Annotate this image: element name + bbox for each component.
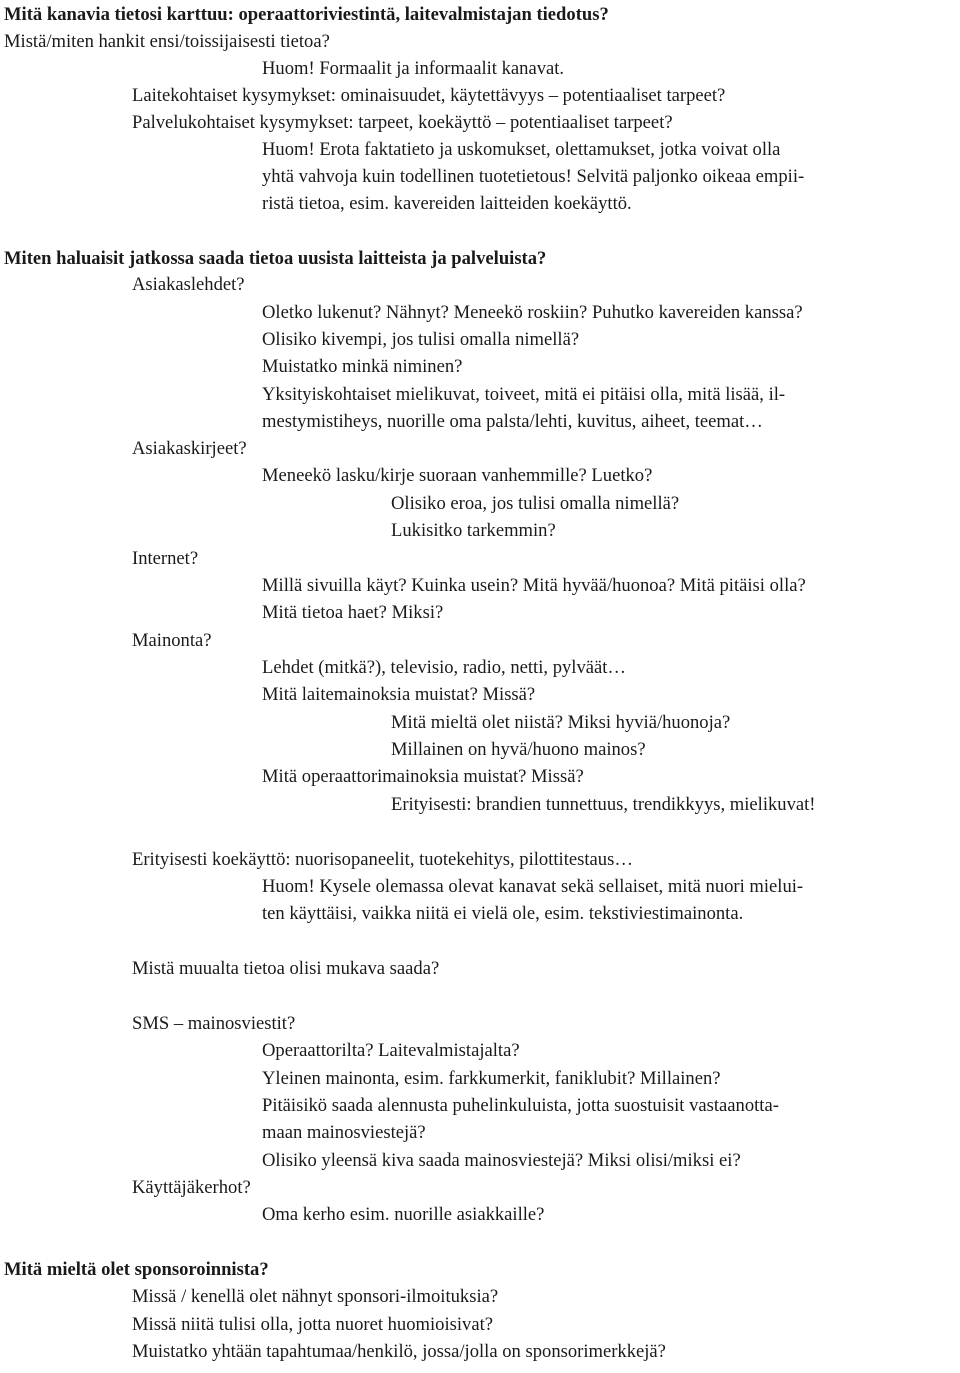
text-line: Pitäisikö saada alennusta puhelinkuluista, jotta suostuisit vastaanotta- bbox=[262, 1095, 779, 1116]
heading-future-info: Miten haluaisit jatkossa saada tietoa uusista laitteista ja palveluista? bbox=[4, 248, 547, 269]
text-line: Laitekohtaiset kysymykset: ominaisuudet, käytettävyys – potentiaaliset tarpeet? bbox=[132, 85, 726, 106]
subheading-internet: Internet? bbox=[132, 548, 199, 569]
text-line: Millä sivuilla käyt? Kuinka usein? Mitä hyvää/huonoa? Mitä pitäisi olla? bbox=[262, 575, 806, 596]
text-line: Erityisesti: brandien tunnettuus, trendikkyys, mielikuvat! bbox=[391, 794, 816, 815]
text-line: Huom! Erota faktatieto ja uskomukset, olettamukset, jotka voivat olla bbox=[262, 139, 781, 160]
subheading-advertising: Mainonta? bbox=[132, 630, 212, 651]
text-line: Olisiko kivempi, jos tulisi omalla nimellä? bbox=[262, 329, 580, 350]
subheading-customer-letters: Asiakaskirjeet? bbox=[132, 438, 247, 459]
text-line: Huom! Formaalit ja informaalit kanavat. bbox=[262, 58, 565, 79]
text-line: Huom! Kysele olemassa olevat kanavat sekä sellaiset, mitä nuori mielui- bbox=[262, 876, 804, 897]
text-line: Lehdet (mitkä?), televisio, radio, netti, pylväät… bbox=[262, 657, 627, 678]
text-line: Olisiko yleensä kiva saada mainosviestejä? Miksi olisi/miksi ei? bbox=[262, 1150, 741, 1171]
text-line: Mitä tietoa haet? Miksi? bbox=[262, 602, 444, 623]
text-line: Millainen on hyvä/huono mainos? bbox=[391, 739, 646, 760]
text-line: Operaattorilta? Laitevalmistajalta? bbox=[262, 1040, 520, 1061]
text-line: Palvelukohtaiset kysymykset: tarpeet, koekäyttö – potentiaaliset tarpeet? bbox=[132, 112, 673, 133]
text-line: Missä / kenellä olet nähnyt sponsori-ilmoituksia? bbox=[132, 1286, 499, 1307]
heading-channels: Mitä kanavia tietosi karttuu: operaattoriviestintä, laitevalmistajan tiedotus? bbox=[4, 4, 609, 25]
text-line: Erityisesti koekäyttö: nuorisopaneelit, tuotekehitys, pilottitestaus… bbox=[132, 849, 633, 870]
text-line: ristä tietoa, esim. kavereiden laitteiden koekäyttö. bbox=[262, 193, 632, 214]
text-line: Mitä mieltä olet niistä? Miksi hyviä/huonoja? bbox=[391, 712, 731, 733]
text-line: Muistatko yhtään tapahtumaa/henkilö, jossa/jolla on sponsorimerkkejä? bbox=[132, 1341, 666, 1362]
text-line: Mitä laitemainoksia muistat? Missä? bbox=[262, 684, 536, 705]
heading-sponsoring: Mitä mieltä olet sponsoroinnista? bbox=[4, 1259, 269, 1280]
text-line: Mistä/miten hankit ensi/toissijaisesti tietoa? bbox=[4, 31, 330, 52]
text-line: Oletko lukenut? Nähnyt? Meneekö roskiin? Puhutko kavereiden kanssa? bbox=[262, 302, 803, 323]
text-line: maan mainosviestejä? bbox=[262, 1122, 426, 1143]
text-line: mestymistiheys, nuorille oma palsta/lehti, kuvitus, aiheet, teemat… bbox=[262, 411, 763, 432]
text-line: Mitä operaattorimainoksia muistat? Missä? bbox=[262, 766, 584, 787]
text-line: Yleinen mainonta, esim. farkkumerkit, faniklubit? Millainen? bbox=[262, 1068, 721, 1089]
text-line: ten käyttäisi, vaikka niitä ei vielä ole, esim. tekstiviestimainonta. bbox=[262, 903, 744, 924]
text-line: Meneekö lasku/kirje suoraan vanhemmille? Luetko? bbox=[262, 465, 653, 486]
text-line: Missä niitä tulisi olla, jotta nuoret huomioisivat? bbox=[132, 1314, 493, 1335]
text-line: Oma kerho esim. nuorille asiakkaille? bbox=[262, 1204, 545, 1225]
text-line: Yksityiskohtaiset mielikuvat, toiveet, mitä ei pitäisi olla, mitä lisää, il- bbox=[262, 384, 786, 405]
text-line: Muistatko minkä niminen? bbox=[262, 356, 463, 377]
text-line: Mistä muualta tietoa olisi mukava saada? bbox=[132, 958, 440, 979]
subheading-sms: SMS – mainosviestit? bbox=[132, 1013, 296, 1034]
text-line: Lukisitko tarkemmin? bbox=[391, 520, 556, 541]
subheading-user-clubs: Käyttäjäkerhot? bbox=[132, 1177, 251, 1198]
text-line: Olisiko eroa, jos tulisi omalla nimellä? bbox=[391, 493, 680, 514]
text-line: yhtä vahvoja kuin todellinen tuotetietous! Selvitä paljonko oikeaa empii- bbox=[262, 166, 805, 187]
subheading-customer-magazines: Asiakaslehdet? bbox=[132, 274, 245, 295]
